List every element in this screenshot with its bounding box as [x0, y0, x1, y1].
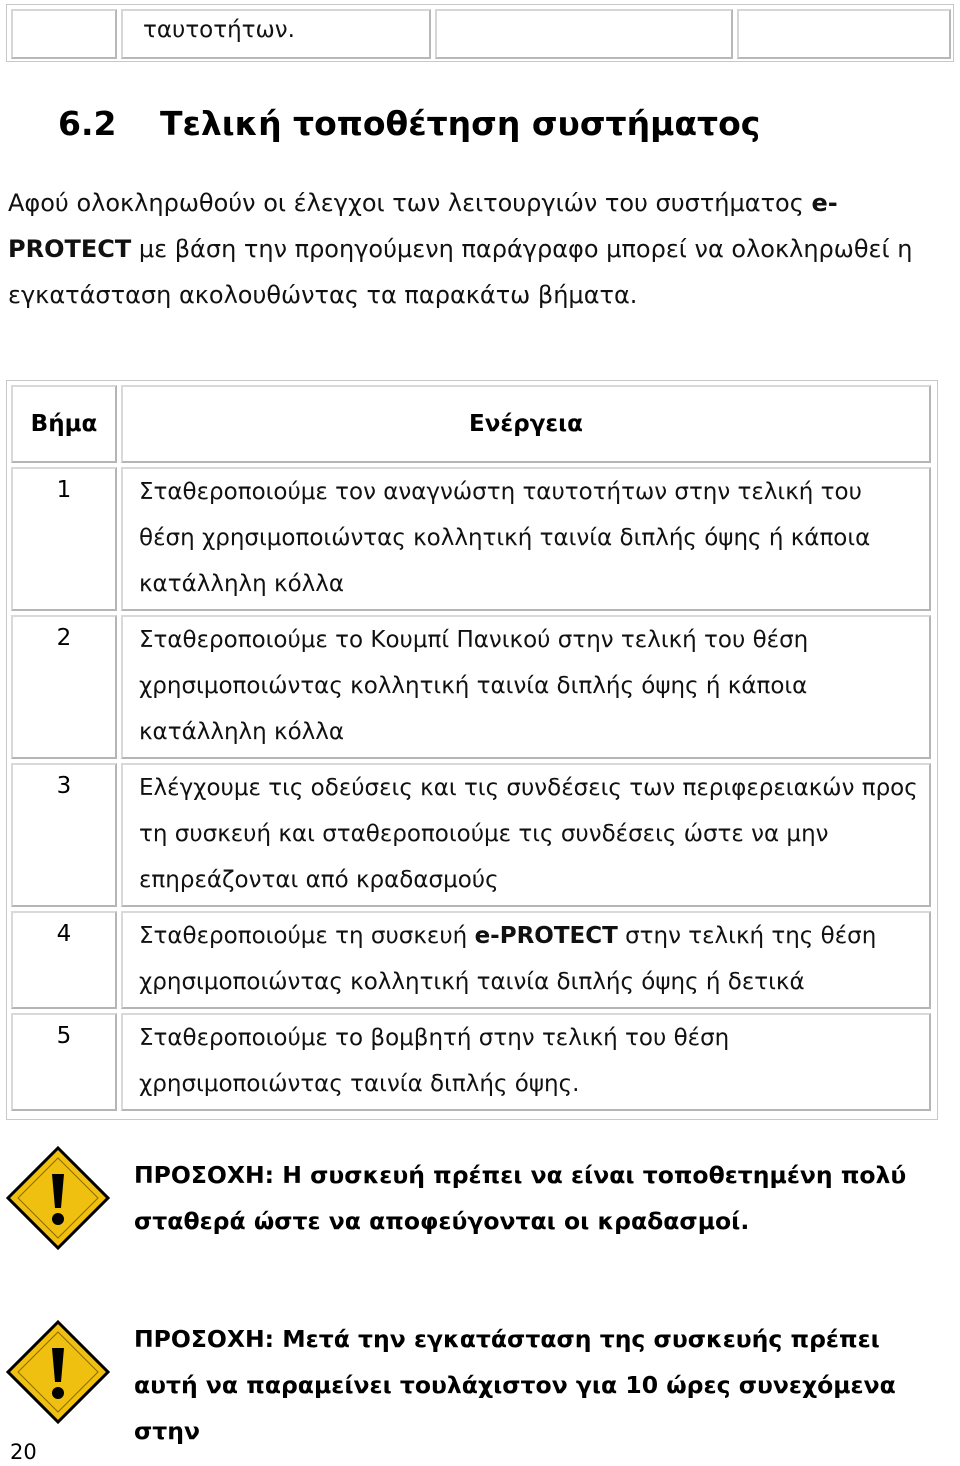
warning-diamond-icon — [6, 1146, 110, 1250]
table-row-2-step — [11, 615, 117, 759]
section-number: 6.2 — [58, 104, 117, 143]
step-action-product: e-PROTECT — [474, 923, 618, 949]
top-fragment-text: ταυτοτήτων. — [143, 17, 295, 43]
section-heading — [58, 104, 760, 143]
intro-product-name: e-PROTECT — [8, 189, 838, 263]
step-action-text: Ελέγχουμε τις οδεύσεις και τις συνδέσεις των περιφερειακών προς τη συσκευή και σταθεροποιούμε τις συνδέσεις ώστε να μην επηρεάζονται από κραδασμούς — [139, 775, 918, 893]
step-number: 4 — [56, 921, 72, 947]
table-row-1-action — [121, 467, 931, 611]
step-action-text: Σταθεροποιούμε το Κουμπί Πανικού στην τελική του θέση χρησιμοποιώντας κολλητική ταινία διπλής όψης ή κάποια κατάλληλη κόλλα — [139, 627, 809, 745]
step-action-text: Σταθεροποιούμε τη συσκευή — [139, 923, 475, 949]
header-step-label: Βήμα — [30, 411, 98, 437]
section-title: Τελική τοποθέτηση συστήματος — [160, 104, 761, 143]
step-number: 5 — [56, 1023, 72, 1049]
table-row-3-step — [11, 763, 117, 907]
top-fragment-cell-4 — [737, 9, 951, 59]
step-number: 3 — [56, 773, 72, 799]
warning-text-2: ΠΡΟΣΟΧΗ: Μετά την εγκατάσταση της συσκευής πρέπει αυτή να παραμείνει τουλάχιστον για 10 ώρες συνεχόμενα στην — [134, 1325, 896, 1445]
top-fragment-cell-2 — [121, 9, 431, 59]
top-fragment-cell-1 — [11, 9, 117, 59]
step-action-text-end: στην τελική της θέση χρησιμοποιώντας κολλητική ταινία διπλής όψης ή δετικά — [139, 923, 877, 995]
header-step — [11, 385, 117, 463]
table-row-5-step — [11, 1013, 117, 1111]
step-action-text: Σταθεροποιούμε το βομβητή στην τελική του θέση χρησιμοποιώντας ταινία διπλής όψης. — [139, 1025, 730, 1097]
header-action-label: Ενέργεια — [469, 411, 583, 437]
page-number: 20 — [10, 1440, 37, 1464]
table-row-1-step — [11, 467, 117, 611]
previous-table-fragment — [6, 4, 954, 62]
table-row-5-action — [121, 1013, 931, 1111]
warning-diamond-icon — [6, 1320, 110, 1424]
table-row-4-step — [11, 911, 117, 1009]
steps-table — [6, 380, 938, 1120]
table-row-2-action — [121, 615, 931, 759]
warning-text-1: ΠΡΟΣΟΧΗ: Η συσκευή πρέπει να είναι τοποθετημένη πολύ σταθερά ώστε να αποφεύγονται οι κραδασμοί. — [134, 1161, 907, 1235]
step-action-text: Σταθεροποιούμε τον αναγνώστη ταυτοτήτων στην τελική του θέση χρησιμοποιώντας κολλητική ταινία διπλής όψης ή κάποια κατάλληλη κόλλα — [139, 479, 871, 597]
top-fragment-cell-3 — [435, 9, 733, 59]
intro-text-1: Αφού ολοκληρωθούν οι έλεγχοι των λειτουργιών του συστήματος — [8, 189, 812, 217]
table-row-4-action — [121, 911, 931, 1009]
step-number: 1 — [56, 477, 72, 503]
header-action — [121, 385, 931, 463]
intro-text-2: με βάση την προηγούμενη παράγραφο μπορεί να ολοκληρωθεί η εγκατάσταση ακολουθώντας τα παρακάτω βήματα. — [8, 235, 913, 309]
table-row-3-action — [121, 763, 931, 907]
intro-paragraph — [8, 180, 948, 318]
step-number: 2 — [56, 625, 72, 651]
